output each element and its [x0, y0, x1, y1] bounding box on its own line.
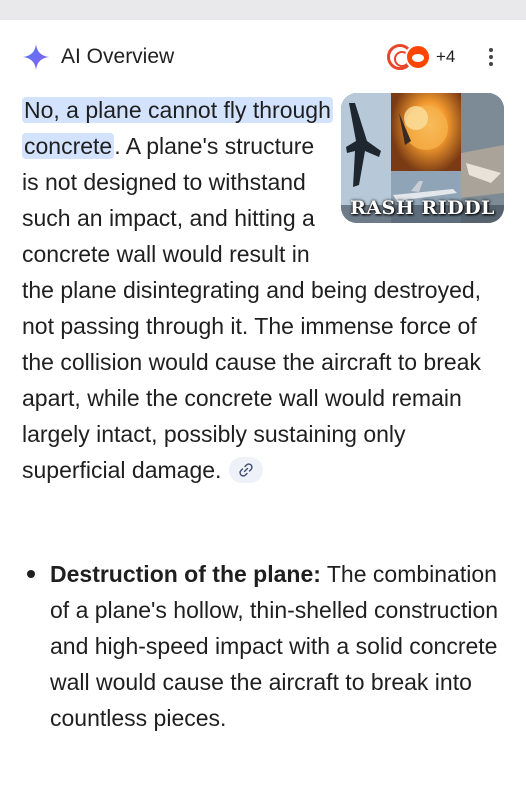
- ai-overview-title: AI Overview: [61, 45, 175, 68]
- ai-answer-paragraph: [22, 92, 512, 488]
- answer-body: . A plane's structure is not designed to withstand such an impact, and hitting a concrete wall would result in the plane disintegrating and being destroyed, not passing through it. The immense force of the collision would cause the aircraft to break apart, while the concrete wall would remain largely intact, possibly sustaining only superficial damage.: [22, 133, 482, 483]
- source-link-chip[interactable]: [229, 457, 263, 483]
- more-vert-icon[interactable]: [484, 44, 498, 70]
- sparkle-icon: [22, 43, 50, 71]
- reddit-icon: [405, 44, 431, 70]
- answer-bullet-list: [22, 556, 502, 736]
- link-icon: [239, 463, 253, 477]
- ai-overview-header: [22, 40, 506, 74]
- top-divider-strip: [0, 0, 526, 20]
- source-count: +4: [436, 47, 456, 66]
- bullet-dot: [27, 570, 35, 578]
- bullet-text: The combination of a plane's hollow, thin-shelled construction and high-speed impact with a solid concrete wall would cause the aircraft to break into countless pieces.: [50, 561, 499, 731]
- thumbnail-spacer: [336, 92, 512, 238]
- bullet-title: Destruction of the plane:: [50, 561, 321, 587]
- answer-highlight: No, a plane cannot fly through concrete: [24, 97, 331, 159]
- list-item: [22, 556, 502, 736]
- sources-button[interactable]: [387, 42, 457, 72]
- thumbnail-caption: RASH RIDDL: [350, 197, 495, 219]
